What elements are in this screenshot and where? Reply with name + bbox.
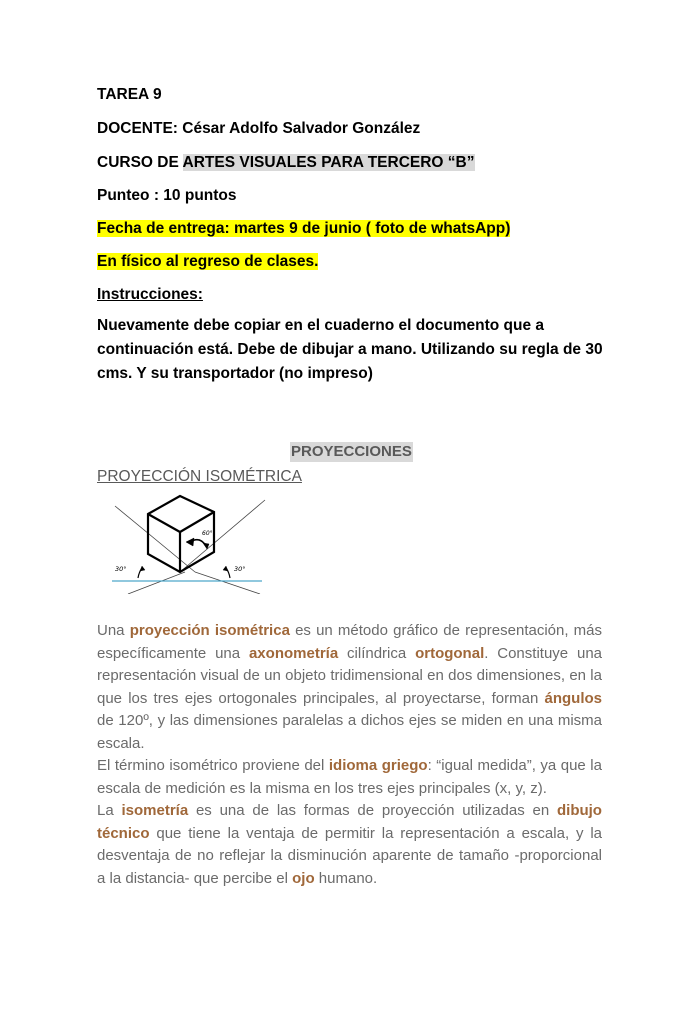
text-run: El término isométrico proviene del [97, 757, 329, 774]
paragraph-3 [97, 800, 602, 890]
angle-label-right: 30° [234, 565, 246, 573]
due-date-highlight: Fecha de entrega: martes 9 de junio ( foto de whatsApp) [97, 220, 511, 237]
paragraph-2 [97, 755, 602, 800]
keyword-link[interactable]: ortogonal [415, 644, 485, 662]
course-name-highlight: ARTES VISUALES PARA TERCERO “B” [182, 154, 475, 171]
score-line: Punteo : 10 puntos [97, 187, 237, 204]
body-text [97, 620, 602, 890]
text-run: humano. [314, 869, 378, 887]
keyword-link[interactable]: isométrica [214, 622, 290, 639]
course-prefix: CURSO DE [97, 154, 183, 171]
due-date-line [97, 218, 510, 240]
keyword-link[interactable]: axonometría [248, 644, 339, 662]
instructions-label: Instrucciones: [97, 286, 203, 303]
keyword-link[interactable]: idioma griego [328, 757, 428, 774]
face-angle-arrow [186, 538, 209, 549]
text-run: es una de las formas de proyección utilizadas en [188, 802, 557, 819]
keyword-link[interactable]: ojo [292, 869, 315, 887]
text-run: . Constituye una representación visual de un objeto tridimensional en dos dimensiones, en la que los tres ejes ortogonales principales, al proyectarse, forman [97, 644, 603, 707]
text-run: : “igual medida”, ya que la escala de medición es la misma en los tres ejes principales (x, y, z). [97, 757, 602, 797]
assignment-number: TAREA 9 [97, 86, 162, 103]
keyword-link[interactable]: ángulos [544, 689, 602, 707]
angle-label-face: 60° [202, 530, 213, 537]
keyword-link[interactable]: proyección [129, 622, 210, 639]
instructions-text: Nuevamente debe copiar en el cuaderno el documento que a continuación está. Debe de dibujar a mano. Utilizando su regla de 30 cms. Y su transportador (no impreso) [97, 317, 603, 382]
text-run: La [97, 802, 122, 819]
keyword-link[interactable]: dibujo técnico [97, 802, 602, 842]
text-run: cilíndrica [338, 644, 416, 662]
isometric-cube-figure [110, 492, 270, 594]
text-run: es un método gráfico de representación, más específicamente una [97, 622, 603, 662]
physical-delivery-line [97, 251, 318, 273]
text-run: de 120º, y las dimensiones paralelas a dichos ejes se miden en una misma escala. [97, 712, 602, 752]
paragraph-1 [97, 620, 602, 755]
course-line [97, 152, 475, 174]
physical-delivery-highlight: En físico al regreso de clases. [97, 253, 319, 270]
keyword-link[interactable]: isometría [121, 802, 189, 819]
text-run: Una [97, 622, 130, 639]
angle-label-left: 30° [115, 565, 127, 573]
section-title: PROYECCIONES [291, 443, 412, 460]
teacher-name: DOCENTE: César Adolfo Salvador González [97, 120, 421, 137]
text-run: que tiene la ventaja de permitir la representación a escala, y la desventaja de no reflejar la disminución aparente de tamaño -proporcional a la distancia- que percibe el [97, 824, 602, 887]
section-subtitle: PROYECCIÓN ISOMÉTRICA [97, 468, 302, 485]
